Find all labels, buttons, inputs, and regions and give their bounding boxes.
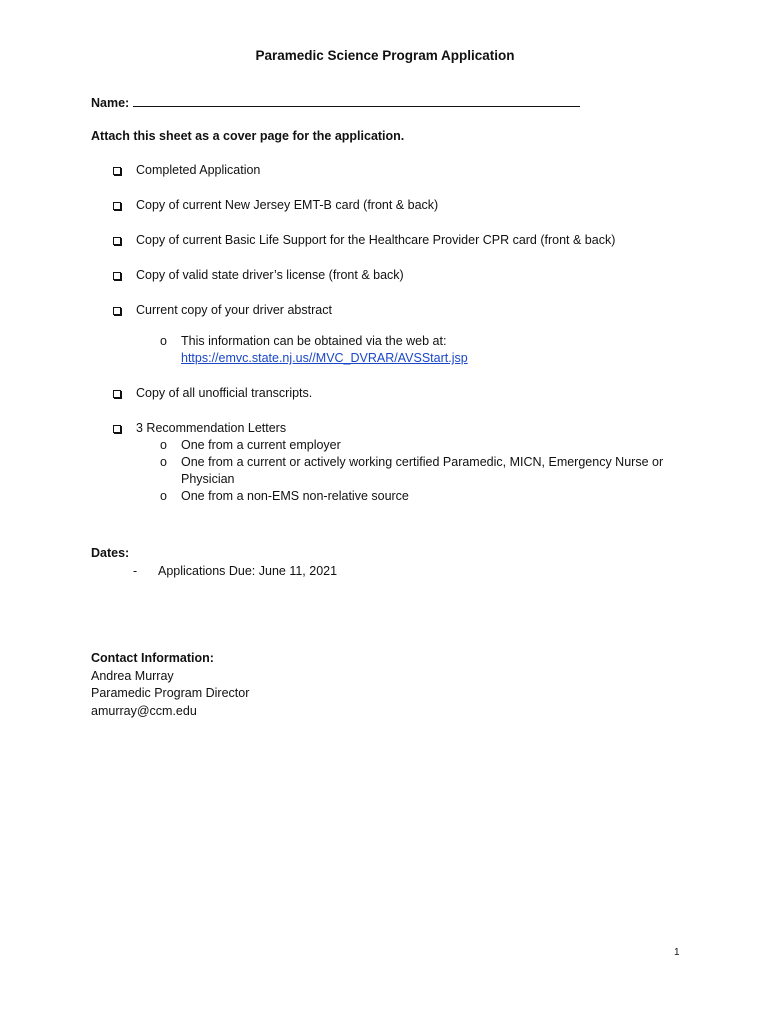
- recommendation-sublist: [136, 437, 712, 505]
- page-number: 1: [674, 947, 680, 958]
- abstract-note: [136, 333, 712, 367]
- checklist-item: [112, 197, 712, 214]
- checkbox-icon: [113, 237, 121, 245]
- checkbox-icon: [113, 202, 121, 210]
- recommendation-text: One from a current or actively working certified Paramedic, MICN, Emergency Nurse or Physician: [181, 455, 664, 486]
- requirements-checklist: [112, 162, 712, 523]
- checklist-item-label: Copy of all unofficial transcripts.: [136, 386, 313, 400]
- contact-information: [91, 650, 249, 720]
- checklist-item-label: Copy of valid state driver’s license (front & back): [136, 268, 404, 282]
- cover-page-instruction: Attach this sheet as a cover page for the application.: [91, 129, 405, 143]
- contact-email: amurray@ccm.edu: [91, 703, 197, 718]
- checklist-item-label: Completed Application: [136, 163, 261, 177]
- checklist-item: [112, 385, 712, 402]
- dates-heading: Dates:: [91, 546, 130, 560]
- name-blank-line: [133, 94, 580, 107]
- checkbox-icon: [113, 167, 121, 175]
- bullet-icon: o: [160, 334, 167, 348]
- bullet-icon: o: [160, 438, 167, 452]
- bullet-icon: o: [160, 455, 167, 469]
- page-title: Paramedic Science Program Application: [255, 48, 515, 63]
- checklist-item: [112, 302, 712, 367]
- dates-item: [133, 564, 337, 578]
- checklist-item-label: Copy of current New Jersey EMT-B card (front & back): [136, 198, 439, 212]
- checklist-item: [112, 267, 712, 284]
- recommendation-text: One from a non-EMS non-relative source: [181, 489, 409, 503]
- checkbox-icon: [113, 390, 121, 398]
- abstract-note-item: [136, 333, 712, 367]
- applications-due-text: Applications Due: June 11, 2021: [158, 564, 338, 578]
- dash-bullet: -: [133, 564, 138, 578]
- checkbox-icon: [113, 425, 121, 433]
- name-field: [91, 94, 580, 110]
- name-label: Name:: [91, 96, 130, 110]
- recommendation-item: [136, 488, 712, 505]
- checklist-item: [112, 420, 712, 505]
- checklist-item-label: Current copy of your driver abstract: [136, 303, 332, 317]
- checklist-item: [112, 162, 712, 179]
- recommendation-item: [136, 437, 712, 454]
- checklist-item-label: 3 Recommendation Letters: [136, 421, 287, 435]
- recommendation-item: [136, 454, 712, 488]
- checkbox-icon: [113, 307, 121, 315]
- checklist-item-label: Copy of current Basic Life Support for the Healthcare Provider CPR card (front & back): [136, 233, 616, 247]
- bullet-icon: o: [160, 489, 167, 503]
- driver-abstract-link[interactable]: https://emvc.state.nj.us//MVC_DVRAR/AVSStart.jsp: [181, 351, 468, 365]
- contact-role: Paramedic Program Director: [91, 686, 250, 700]
- recommendation-text: One from a current employer: [181, 438, 341, 452]
- contact-heading: Contact Information:: [91, 651, 214, 665]
- checklist-item: [112, 232, 712, 249]
- abstract-note-text: This information can be obtained via the web at:: [181, 334, 447, 348]
- checkbox-icon: [113, 272, 121, 280]
- contact-name: Andrea Murray: [91, 668, 174, 683]
